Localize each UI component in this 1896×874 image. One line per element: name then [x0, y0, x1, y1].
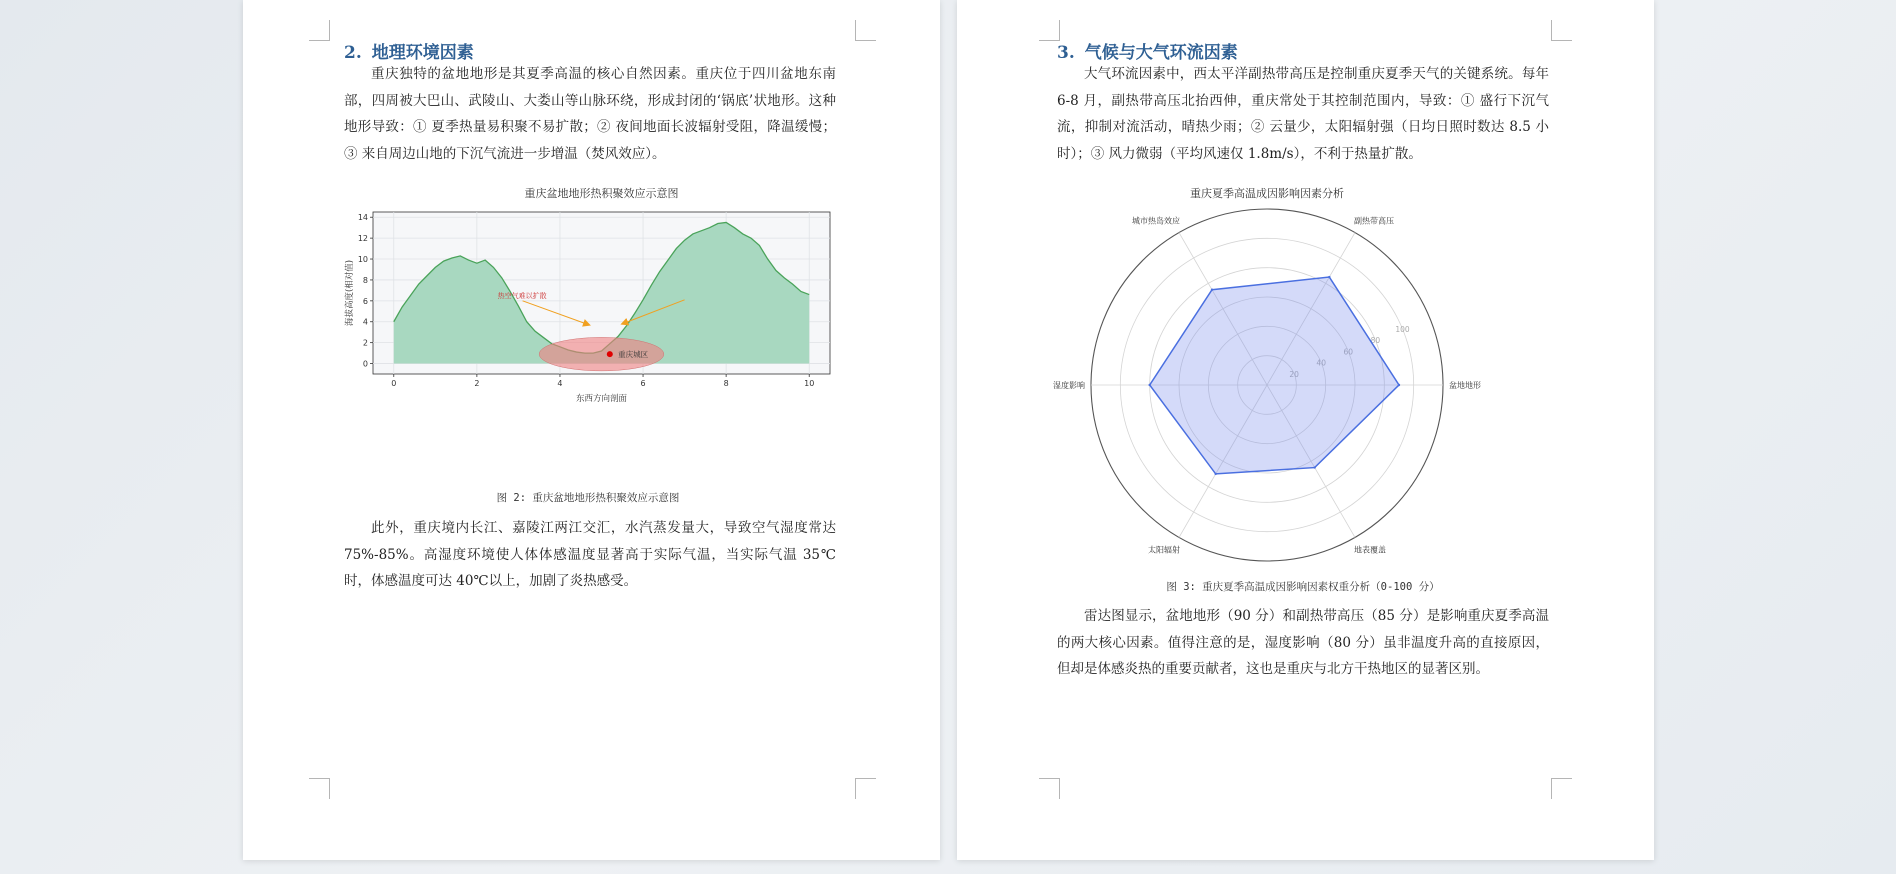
- x-tick-label: 2: [474, 379, 480, 388]
- terrain-chart: [343, 180, 843, 480]
- document-page-left: [243, 0, 940, 860]
- crop-mark: [309, 20, 330, 41]
- radar-category-label: 湿度影响: [1053, 381, 1085, 390]
- y-tick-label: 8: [362, 275, 368, 285]
- radar-point: [1211, 289, 1213, 291]
- annotation-label: 重庆城区: [618, 350, 649, 360]
- section-title: 地理环境因素: [371, 43, 474, 63]
- chart-title: 重庆夏季高温成因影响因素分析: [1190, 187, 1344, 200]
- document-page-right: [957, 0, 1654, 860]
- section-title: 气候与大气环流因素: [1084, 43, 1238, 63]
- radar-series: [1150, 277, 1399, 474]
- y-tick-label: 12: [357, 234, 368, 244]
- body-paragraph: 雷达图显示，盆地地形（90 分）和副热带高压（85 分）是影响重庆夏季高温的两大核心因素。值得注意的是，湿度影响（80 分）虽非温度升高的直接原因，但却是体感炎热的重要贡献者，这也是重庆与北方干热地区的显著区别。: [1057, 608, 1549, 677]
- radar-category-label: 太阳辐射: [1148, 545, 1180, 555]
- y-tick-label: 14: [357, 213, 368, 223]
- section-heading: [344, 38, 474, 63]
- radar-point: [1398, 384, 1400, 386]
- radar-chart: [1053, 180, 1511, 570]
- section-heading: [1057, 38, 1238, 63]
- x-tick-label: 4: [557, 379, 563, 388]
- radar-category-label: 盆地地形: [1449, 381, 1481, 390]
- y-axis-label: 海拔高度(相对值): [345, 259, 355, 327]
- figure-caption: 图 2: 重庆盆地地形热积聚效应示意图: [496, 492, 680, 504]
- crop-mark: [855, 20, 876, 41]
- crop-mark: [1039, 778, 1060, 799]
- y-tick-label: 6: [362, 296, 368, 306]
- radar-point: [1313, 466, 1315, 468]
- city-point: [607, 351, 613, 357]
- body-paragraph: 重庆独特的盆地地形是其夏季高温的核心自然因素。重庆位于四川盆地东南部，四周被大巴山、武陵山、大娄山等山脉环绕，形成封闭的‘锅底’状地形。这种地形导致：① 夏季热量易积聚不易扩散；② 夜间地面长波辐射受阻，降温缓慢；③ 来自周边山地的下沉气流进一步增温（焚风效应）。: [344, 66, 836, 162]
- crop-mark: [1551, 20, 1572, 41]
- y-tick-label: 2: [362, 338, 368, 348]
- y-tick-label: 10: [357, 255, 368, 265]
- y-tick-label: 0: [362, 359, 368, 369]
- x-axis-label: 东西方向剖面: [575, 394, 628, 404]
- radar-ring-label: 80: [1370, 336, 1381, 346]
- radar-category-label: 副热带高压: [1354, 216, 1394, 226]
- body-paragraph: 此外，重庆境内长江、嘉陵江两江交汇，水汽蒸发量大，导致空气湿度常达75%-85%。高湿度环境使人体体感温度显著高于实际气温，当实际气温 35℃时，体感温度可达 40℃以上，加剧了炎热感受。: [344, 520, 836, 589]
- x-tick-label: 0: [391, 379, 397, 388]
- crop-mark: [1551, 778, 1572, 799]
- chart-title: 重庆盆地地形热积聚效应示意图: [524, 187, 679, 200]
- x-tick-label: 8: [723, 379, 729, 388]
- figure-caption: 图 3: 重庆夏季高温成因影响因素权重分析（0-100 分）: [1166, 581, 1440, 593]
- body-paragraph: 大气环流因素中，西太平洋副热带高压是控制重庆夏季天气的关键系统。每年 6-8 月，副热带高压北抬西伸，重庆常处于其控制范围内，导致：① 盛行下沉气流，抑制对流活动，晴热少雨；② 云量少，太阳辐射强（日均日照时数达 8.5 小时）；③ 风力微弱（平均风速仅 1.8m/s），不利于热量扩散。: [1057, 66, 1549, 162]
- radar-point: [1148, 384, 1150, 386]
- section-number: 2.: [344, 43, 362, 63]
- crop-mark: [309, 778, 330, 799]
- x-tick-label: 6: [640, 379, 646, 388]
- annotation-label: 热空气难以扩散: [497, 292, 547, 301]
- crop-mark: [855, 778, 876, 799]
- radar-category-label: 城市热岛效应: [1132, 216, 1180, 226]
- section-number: 3.: [1057, 43, 1075, 63]
- y-tick-label: 4: [362, 317, 368, 327]
- radar-ring-label: 100: [1395, 324, 1410, 334]
- radar-point: [1214, 473, 1216, 475]
- radar-category-label: 地表覆盖: [1354, 545, 1386, 555]
- x-tick-label: 10: [804, 379, 815, 388]
- radar-point: [1328, 276, 1330, 278]
